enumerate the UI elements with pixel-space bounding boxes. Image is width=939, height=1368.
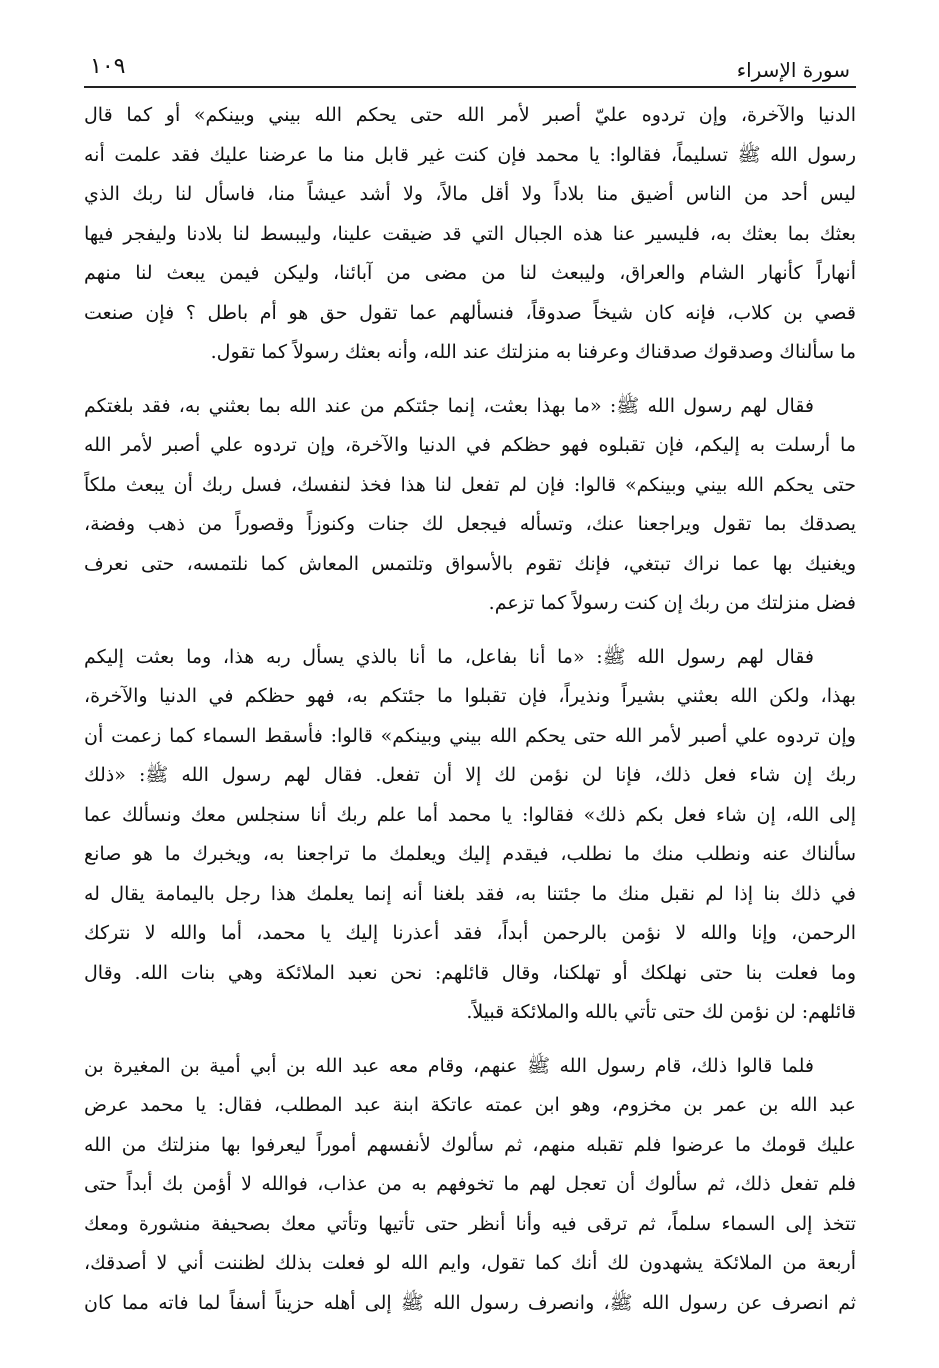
text-line: حتى يحكم الله بيني وبينكم» قالوا: فإن لم تفعل لنا هذا فخذ لنفسك، فسل ربك أن يبعث ملكاً bbox=[84, 473, 856, 496]
text-line: عبد الله بن عمر بن مخزوم، وهو ابن عمته عاتكة ابنة عبد المطلب، فقال: يا محمد عرض bbox=[84, 1094, 856, 1116]
paragraph-3 bbox=[84, 638, 856, 1033]
text-line: ليس أحد من الناس أضيق منا بلاداً ولا أقل مالاً، ولا أشد عيشاً منا، فاسأل لنا ربك الذي bbox=[84, 183, 856, 205]
text-line: فلم تفعل ذلك، ثم سألوك أن تعجل لهم ما تخوفهم به من عذاب، فوالله لا أؤمن بك أبداً حتى bbox=[84, 1173, 856, 1195]
paragraph-4 bbox=[84, 1047, 856, 1324]
body-text bbox=[84, 96, 856, 1337]
text-line: وما فعلت بنا حتى نهلكك أو تهلكنا، وقال قائلهم: نحن نعبد الملائكة وهي بنات الله. وقال bbox=[84, 961, 856, 984]
text-line: فقال لهم رسول الله ﷺ: «ما بهذا بعثت، إنما جئتكم من عند الله بما بعثني به، فقد بلغتكم bbox=[84, 394, 814, 417]
text-line: في ذلك بنا إذا لم نقبل منك ما جئتنا به، فقد بلغنا أنه إنما يعلمك هذا رجل باليمامة يقال له bbox=[84, 882, 856, 905]
text-line: الدنيا والآخرة، وإن تردوه عليّ أصبر لأمر الله حتى يحكم الله بيني وبينكم» أو كما قال bbox=[84, 104, 856, 126]
text-line: بعثك بما بعثك به، فليسير عنا هذه الجبال التي قد ضيقت علينا، وليبسط لنا بلادنا وليفجر فيها bbox=[84, 222, 856, 245]
text-line: ويغنيك بها عما نراك تبتغي، فإنك تقوم بالأسواق وتلتمس المعاش كما نلتمسه، حتى نعرف bbox=[84, 552, 856, 575]
text-line: يصدقك بما تقول ويراجعنا عنك، وتسأله فيجعل لك جنات وكنوزاً وقصوراً من ذهب وفضة، bbox=[84, 513, 856, 535]
text-line: قائلهم: لن نؤمن لك حتى تأتي بالله والملائكة قبيلاً. bbox=[466, 1001, 856, 1023]
surah-title: سورة الإسراء bbox=[736, 58, 850, 82]
text-line: رسول الله ﷺ تسليماً، فقالوا: يا محمد فإن كنت غير قابل منا ما عرضنا عليك فقد علمت أنه bbox=[84, 143, 856, 166]
text-line: قصي بن كلاب، فإنه كان شيخاً صدوقاً، فنسألهم عما تقول حق هو أم باطل ؟ فإن صنعت bbox=[84, 301, 856, 324]
running-header bbox=[84, 50, 856, 88]
text-line: الرحمن، وإنا والله لا نؤمن بالرحمن أبداً، فقد أعذرنا إليك يا محمد، أما والله لا نتركك bbox=[84, 922, 856, 944]
text-line: فلما قالوا ذلك، قام رسول الله ﷺ عنهم، وقام معه عبد الله بن أبي أمية بن المغيرة بن bbox=[84, 1054, 814, 1077]
text-line: أنهاراً كأنهار الشام والعراق، وليبعث لنا من مضى من آبائنا، وليكن فيمن يبعث لنا منهم bbox=[84, 262, 856, 284]
text-line: تتخذ إلى السماء سلماً، ثم ترقى فيه وأنا أنظر حتى تأتيها وتأتي معك بصحيفة منشورة ومعك bbox=[84, 1212, 856, 1235]
text-line: بهذا، ولكن الله بعثني بشيراً ونذيراً، فإن تقبلوا ما جئتكم به، فهو حظكم في الدنيا والآخرة، bbox=[84, 685, 856, 707]
text-line: إلى الله، إن شاء فعل بكم ذلك» فقالوا: يا محمد أما علم ربك أنا سنجلس معك ونسألك عما bbox=[84, 803, 856, 826]
text-line: وإن تردوه علي أصبر لأمر الله حتى يحكم الله بيني وبينكم» قالوا: فأسقط السماء كما زعمت أن bbox=[84, 724, 856, 747]
page-number: ١٠٩ bbox=[90, 54, 126, 79]
text-line: ربك إن شاء فعل ذلك، فإنا لن نؤمن لك إلا أن تفعل. فقال لهم رسول الله ﷺ: «ذلك bbox=[84, 764, 856, 786]
text-line: ثم انصرف عن رسول الله ﷺ، وانصرف رسول الله ﷺ إلى أهله حزيناً أسفاً لما فاته مما كان bbox=[84, 1291, 856, 1314]
text-line: فقال لهم رسول الله ﷺ: «ما أنا بفاعل، ما أنا بالذي يسأل ربه هذا، وما بعثت إليكم bbox=[84, 645, 814, 668]
text-line: سألناك عنه ونطلب منك ما نطلب، فيقدم إليك ويعلمك ما تراجعنا به، ويخبرك ما هو صانع bbox=[84, 843, 856, 865]
text-line: أربعة من الملائكة يشهدون لك أنك كما تقول، وايم الله لو فعلت بذلك لظننت أني لا أصدقك، bbox=[84, 1252, 856, 1274]
paragraph-1 bbox=[84, 96, 856, 373]
text-line: عليك قومك ما عرضوا فلم تقبله منهم، ثم سألوك لأنفسهم أموراً ليعرفوا بها منزلتك من الله bbox=[84, 1133, 856, 1156]
paragraph-2 bbox=[84, 387, 856, 624]
book-page bbox=[84, 50, 856, 1350]
text-line: فضل منزلتك من ربك إن كنت رسولاً كما تزعم. bbox=[488, 592, 856, 614]
text-line: ما أرسلت به إليكم، فإن تقبلوه فهو حظكم في الدنيا والآخرة، وإن تردوه علي أصبر لأمر الله bbox=[84, 434, 856, 456]
text-line: ما سألناك وصدقوك صدقناك وعرفنا به منزلتك عند الله، وأنه بعثك رسولاً كما تقول. bbox=[210, 341, 856, 363]
